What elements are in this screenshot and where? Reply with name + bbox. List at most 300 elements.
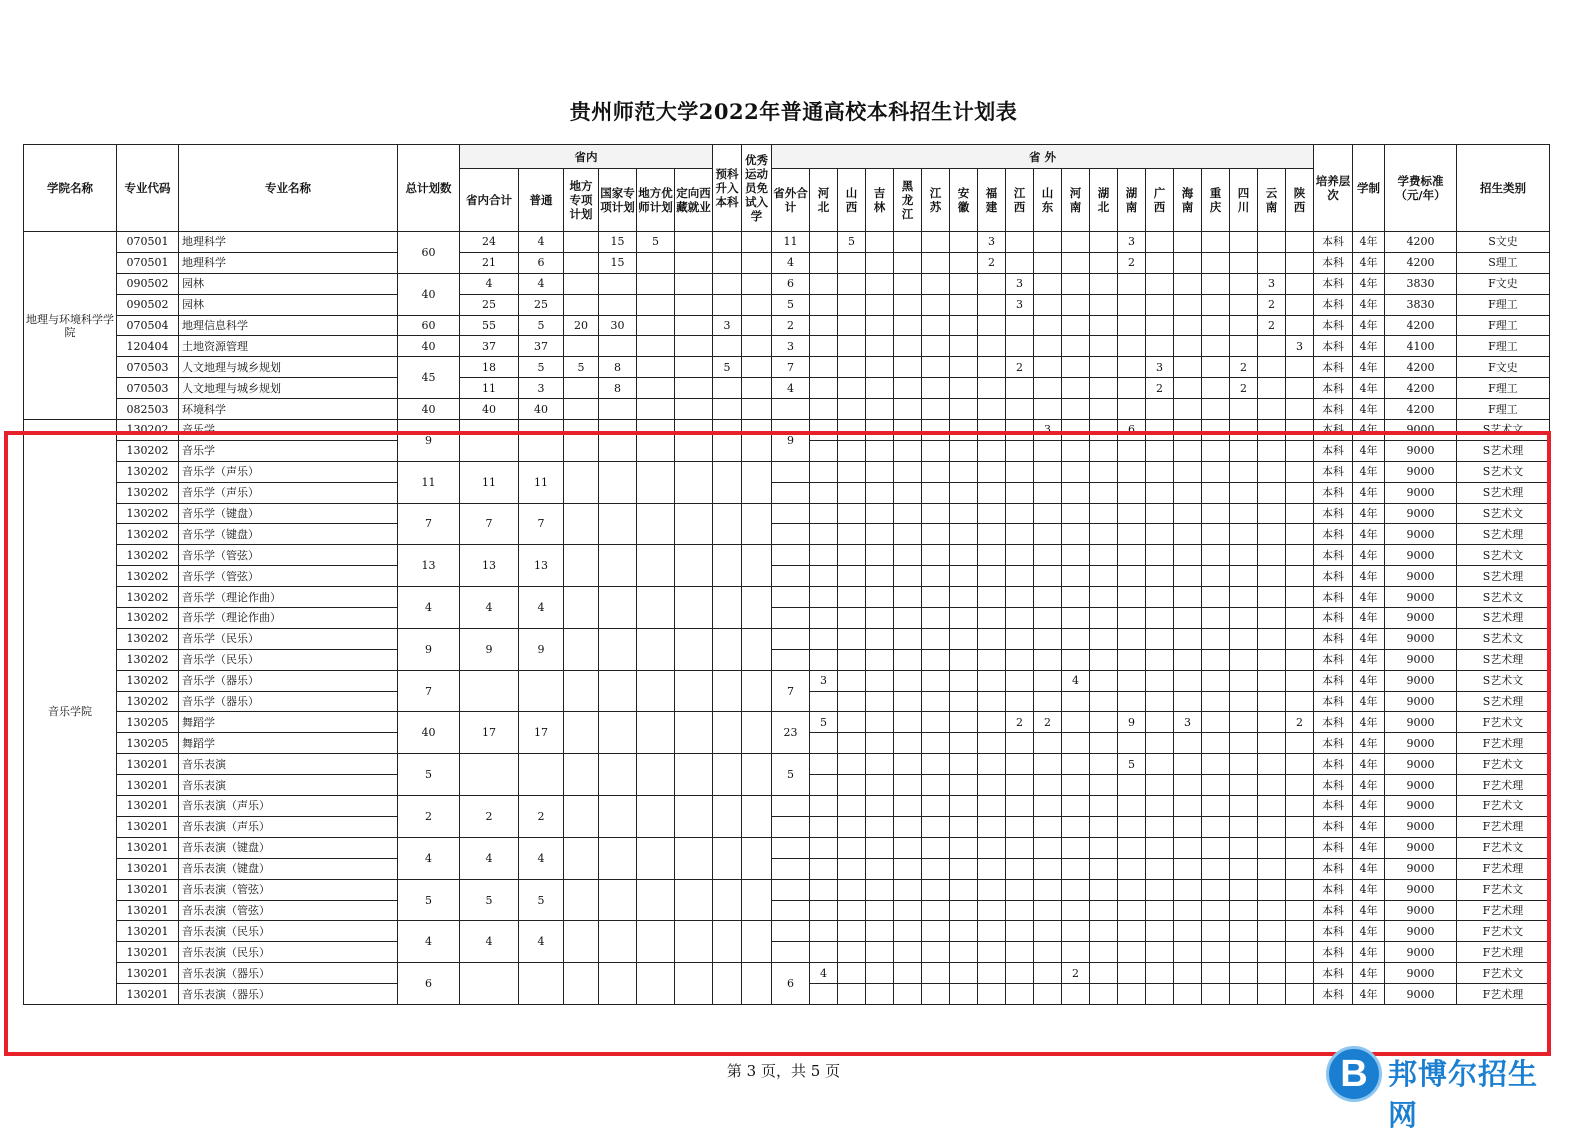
- major-code: 130202: [117, 482, 179, 503]
- out-province-total: [772, 545, 810, 566]
- province-plan: [1258, 921, 1286, 942]
- out-province-total: 6: [772, 273, 810, 294]
- training-level: 本科: [1314, 273, 1353, 294]
- province-plan: 5: [810, 712, 838, 733]
- province-plan: [950, 921, 978, 942]
- province-plan: [1258, 879, 1286, 900]
- major-name: 音乐学（理论作曲）: [179, 587, 398, 608]
- province-plan: [1062, 921, 1090, 942]
- province-plan: [1118, 378, 1146, 399]
- tibet-plan: [675, 963, 713, 1005]
- major-name: 音乐学（键盘）: [179, 524, 398, 545]
- major-code: 130201: [117, 775, 179, 796]
- province-plan: [866, 545, 894, 566]
- training-level: 本科: [1314, 482, 1353, 503]
- out-province-total: 4: [772, 252, 810, 273]
- province-plan: [810, 691, 838, 712]
- province-plan: [922, 628, 950, 649]
- major-code: 130201: [117, 984, 179, 1005]
- province-plan: [894, 733, 922, 754]
- tuition-fee: 9000: [1385, 879, 1457, 900]
- province-plan: [1034, 357, 1062, 378]
- province-plan: [894, 357, 922, 378]
- province-plan: [1202, 503, 1230, 524]
- table-body: [24, 232, 1550, 1005]
- table-row: [24, 587, 1550, 608]
- province-plan: [1230, 879, 1258, 900]
- training-level: 本科: [1314, 963, 1353, 984]
- province-plan: 5: [838, 232, 866, 253]
- national-special: 15: [599, 232, 637, 253]
- province-plan: [1286, 608, 1314, 629]
- local-teacher: [637, 796, 675, 838]
- enroll-category: S艺术理: [1457, 566, 1550, 587]
- province-plan: [950, 816, 978, 837]
- province-plan: [1146, 482, 1174, 503]
- province-plan: [894, 608, 922, 629]
- province-plan: 2: [1034, 712, 1062, 733]
- province-plan: [1174, 273, 1202, 294]
- province-plan: [1174, 545, 1202, 566]
- province-plan: [922, 608, 950, 629]
- tuition-fee: 9000: [1385, 754, 1457, 775]
- major-name: 人文地理与城乡规划: [179, 357, 398, 378]
- province-plan: 5: [1118, 754, 1146, 775]
- province-plan: [866, 649, 894, 670]
- local-teacher: [637, 837, 675, 879]
- province-plan: [1034, 670, 1062, 691]
- prep-plan: [713, 420, 742, 462]
- tuition-fee: 9000: [1385, 670, 1457, 691]
- major-name: 音乐学（声乐）: [179, 482, 398, 503]
- table-row: [24, 252, 1550, 273]
- major-name: 舞蹈学: [179, 733, 398, 754]
- province-plan: [1230, 816, 1258, 837]
- province-plan: [922, 461, 950, 482]
- province-plan: [1006, 420, 1034, 441]
- header-category: 招生类别: [1457, 145, 1550, 232]
- province-plan: [1230, 587, 1258, 608]
- logo-text: 邦博尔招生网: [1388, 1057, 1539, 1132]
- province-plan: [1090, 879, 1118, 900]
- in-province-total: 2: [460, 796, 519, 838]
- province-plan: [1258, 837, 1286, 858]
- major-name: 音乐表演（声乐）: [179, 796, 398, 817]
- province-plan: [866, 670, 894, 691]
- province-plan: [1118, 357, 1146, 378]
- page-footer: 第 3 页，共 5 页: [726, 1062, 841, 1080]
- province-plan: 3: [1146, 357, 1174, 378]
- province-plan: [1230, 524, 1258, 545]
- study-years: 4年: [1353, 670, 1385, 691]
- province-plan: 4: [1062, 670, 1090, 691]
- national-special: [599, 461, 637, 503]
- table-row: [24, 420, 1550, 441]
- local-teacher: [637, 336, 675, 357]
- province-plan: [810, 628, 838, 649]
- province-plan: [1062, 503, 1090, 524]
- province-plan: [922, 691, 950, 712]
- athlete-plan: [742, 796, 772, 838]
- enroll-category: F艺术文: [1457, 879, 1550, 900]
- province-plan: [1286, 837, 1314, 858]
- study-years: 4年: [1353, 942, 1385, 963]
- province-plan: [1090, 252, 1118, 273]
- out-province-total: [772, 482, 810, 503]
- province-plan: [1118, 294, 1146, 315]
- province-plan: [838, 691, 866, 712]
- province-plan: [978, 984, 1006, 1005]
- enroll-category: S艺术理: [1457, 524, 1550, 545]
- province-plan: [1118, 775, 1146, 796]
- major-name: 园林: [179, 294, 398, 315]
- national-special: [599, 963, 637, 1005]
- local-special: [564, 461, 599, 503]
- out-province-total: [772, 399, 810, 420]
- tuition-fee: 9000: [1385, 608, 1457, 629]
- province-plan: [838, 294, 866, 315]
- province-plan: [810, 357, 838, 378]
- province-plan: [1034, 775, 1062, 796]
- normal-plan: 37: [519, 336, 564, 357]
- tuition-fee: 3830: [1385, 294, 1457, 315]
- in-province-total: 55: [460, 315, 519, 336]
- total-plan: 4: [398, 837, 460, 879]
- major-code: 130201: [117, 900, 179, 921]
- province-plan: [1034, 336, 1062, 357]
- province-plan: [950, 796, 978, 817]
- tibet-plan: [675, 336, 713, 357]
- tibet-plan: [675, 273, 713, 294]
- major-code: 130202: [117, 420, 179, 441]
- national-special: [599, 754, 637, 796]
- province-plan: [978, 733, 1006, 754]
- province-plan: [1174, 420, 1202, 441]
- athlete-plan: [742, 461, 772, 503]
- enroll-category: S艺术理: [1457, 691, 1550, 712]
- province-plan: [1090, 900, 1118, 921]
- province-plan: [950, 858, 978, 879]
- province-plan: [894, 461, 922, 482]
- province-plan: [866, 294, 894, 315]
- province-plan: [1146, 796, 1174, 817]
- province-plan: [838, 733, 866, 754]
- province-plan: [1062, 858, 1090, 879]
- province-plan: [1090, 691, 1118, 712]
- table-row: [24, 754, 1550, 775]
- header-province: 广西: [1146, 169, 1174, 232]
- prep-plan: [713, 273, 742, 294]
- total-plan: 40: [398, 399, 460, 420]
- province-plan: [838, 315, 866, 336]
- province-plan: [894, 482, 922, 503]
- header-province: 山西: [838, 169, 866, 232]
- province-plan: [1034, 440, 1062, 461]
- out-province-total: 7: [772, 670, 810, 712]
- prep-plan: [713, 921, 742, 963]
- province-plan: [978, 816, 1006, 837]
- province-plan: [1118, 942, 1146, 963]
- province-plan: [1202, 232, 1230, 253]
- province-plan: [1258, 232, 1286, 253]
- province-plan: [978, 900, 1006, 921]
- local-teacher: [637, 378, 675, 399]
- header-province: 福建: [978, 169, 1006, 232]
- athlete-plan: [742, 503, 772, 545]
- province-plan: [978, 482, 1006, 503]
- training-level: 本科: [1314, 733, 1353, 754]
- province-plan: [866, 420, 894, 441]
- header-local-special: 地方专项计划: [564, 169, 599, 232]
- major-name: 音乐表演（器乐）: [179, 984, 398, 1005]
- table-row: [24, 545, 1550, 566]
- province-plan: [1230, 649, 1258, 670]
- enroll-category: F艺术文: [1457, 712, 1550, 733]
- province-plan: [1146, 315, 1174, 336]
- province-plan: [1202, 942, 1230, 963]
- major-code: 130201: [117, 921, 179, 942]
- enroll-category: S艺术理: [1457, 649, 1550, 670]
- province-plan: [1062, 816, 1090, 837]
- province-plan: [978, 879, 1006, 900]
- province-plan: [1090, 608, 1118, 629]
- province-plan: [1146, 816, 1174, 837]
- local-teacher: [637, 294, 675, 315]
- out-province-total: [772, 587, 810, 608]
- province-plan: [1062, 900, 1090, 921]
- province-plan: [1174, 357, 1202, 378]
- total-plan: 7: [398, 503, 460, 545]
- province-plan: [1006, 524, 1034, 545]
- province-plan: 2: [1258, 294, 1286, 315]
- study-years: 4年: [1353, 273, 1385, 294]
- training-level: 本科: [1314, 921, 1353, 942]
- province-plan: [950, 315, 978, 336]
- province-plan: [1202, 399, 1230, 420]
- province-plan: [1118, 315, 1146, 336]
- province-plan: [1118, 545, 1146, 566]
- province-plan: [978, 545, 1006, 566]
- major-name: 音乐学（器乐）: [179, 691, 398, 712]
- province-plan: [922, 733, 950, 754]
- province-plan: [1006, 879, 1034, 900]
- province-plan: [1090, 837, 1118, 858]
- province-plan: [1286, 378, 1314, 399]
- athlete-plan: [742, 712, 772, 754]
- province-plan: [1146, 252, 1174, 273]
- training-level: 本科: [1314, 754, 1353, 775]
- province-plan: [922, 440, 950, 461]
- province-plan: [1202, 545, 1230, 566]
- tuition-fee: 9000: [1385, 775, 1457, 796]
- total-plan: 9: [398, 628, 460, 670]
- province-plan: [950, 691, 978, 712]
- province-plan: [838, 608, 866, 629]
- province-plan: [1146, 858, 1174, 879]
- in-province-total: 4: [460, 587, 519, 629]
- province-plan: [1202, 796, 1230, 817]
- province-plan: [810, 336, 838, 357]
- province-plan: [1174, 461, 1202, 482]
- province-plan: [1090, 712, 1118, 733]
- province-plan: [838, 816, 866, 837]
- local-teacher: [637, 754, 675, 796]
- header-major: 专业名称: [179, 145, 398, 232]
- province-plan: [894, 440, 922, 461]
- province-plan: [1258, 670, 1286, 691]
- province-plan: [978, 670, 1006, 691]
- province-plan: [922, 858, 950, 879]
- province-plan: [1202, 628, 1230, 649]
- tuition-fee: 9000: [1385, 628, 1457, 649]
- major-name: 音乐学（管弦）: [179, 566, 398, 587]
- table-row: [24, 608, 1550, 629]
- national-special: [599, 670, 637, 712]
- study-years: 4年: [1353, 984, 1385, 1005]
- province-plan: [1174, 691, 1202, 712]
- province-plan: [1006, 900, 1034, 921]
- enroll-category: S艺术理: [1457, 608, 1550, 629]
- province-plan: [950, 399, 978, 420]
- province-plan: [1202, 608, 1230, 629]
- athlete-plan: [742, 273, 772, 294]
- province-plan: [838, 587, 866, 608]
- province-plan: [894, 252, 922, 273]
- study-years: 4年: [1353, 357, 1385, 378]
- province-plan: [1258, 900, 1286, 921]
- province-plan: [1230, 691, 1258, 712]
- province-plan: [1006, 670, 1034, 691]
- province-plan: [838, 273, 866, 294]
- province-plan: [1286, 252, 1314, 273]
- total-plan: 7: [398, 670, 460, 712]
- province-plan: [1090, 963, 1118, 984]
- athlete-plan: [742, 545, 772, 587]
- province-plan: [1286, 649, 1314, 670]
- major-name: 音乐表演: [179, 775, 398, 796]
- training-level: 本科: [1314, 566, 1353, 587]
- major-name: 人文地理与城乡规划: [179, 378, 398, 399]
- province-plan: [810, 524, 838, 545]
- province-plan: [1006, 858, 1034, 879]
- study-years: 4年: [1353, 545, 1385, 566]
- header-province: 河北: [810, 169, 838, 232]
- province-plan: [1090, 378, 1118, 399]
- header-province: 吉林: [866, 169, 894, 232]
- province-plan: [838, 921, 866, 942]
- table-row: [24, 273, 1550, 294]
- province-plan: [1006, 566, 1034, 587]
- province-plan: [1230, 252, 1258, 273]
- out-province-total: 2: [772, 315, 810, 336]
- table-row: [24, 879, 1550, 900]
- province-plan: [1146, 879, 1174, 900]
- tuition-fee: 9000: [1385, 942, 1457, 963]
- out-province-total: 5: [772, 294, 810, 315]
- province-plan: [1062, 461, 1090, 482]
- province-plan: [1146, 232, 1174, 253]
- province-plan: [810, 733, 838, 754]
- province-plan: [978, 357, 1006, 378]
- province-plan: [1006, 336, 1034, 357]
- training-level: 本科: [1314, 461, 1353, 482]
- province-plan: [1090, 461, 1118, 482]
- study-years: 4年: [1353, 378, 1385, 399]
- province-plan: [922, 712, 950, 733]
- province-plan: [1146, 273, 1174, 294]
- province-plan: [1062, 545, 1090, 566]
- province-plan: 6: [1118, 420, 1146, 441]
- national-special: [599, 336, 637, 357]
- province-plan: [1174, 315, 1202, 336]
- enroll-category: F艺术文: [1457, 963, 1550, 984]
- province-plan: [1034, 524, 1062, 545]
- total-plan: 45: [398, 357, 460, 399]
- out-province-total: [772, 524, 810, 545]
- province-plan: [1258, 608, 1286, 629]
- province-plan: [950, 440, 978, 461]
- study-years: 4年: [1353, 524, 1385, 545]
- out-province-total: [772, 921, 810, 942]
- province-plan: [866, 566, 894, 587]
- province-plan: [1174, 816, 1202, 837]
- province-plan: [1062, 942, 1090, 963]
- province-plan: [1062, 837, 1090, 858]
- province-plan: [922, 294, 950, 315]
- province-plan: 2: [1258, 315, 1286, 336]
- prep-plan: [713, 754, 742, 796]
- watermark-logo: [1322, 1040, 1562, 1132]
- province-plan: [922, 837, 950, 858]
- province-plan: [1006, 503, 1034, 524]
- total-plan: 6: [398, 963, 460, 1005]
- province-plan: 3: [978, 232, 1006, 253]
- tuition-fee: 4200: [1385, 315, 1457, 336]
- table-row: [24, 336, 1550, 357]
- province-plan: [1006, 315, 1034, 336]
- province-plan: [1062, 252, 1090, 273]
- province-plan: [1202, 482, 1230, 503]
- province-plan: [1230, 754, 1258, 775]
- local-special: [564, 963, 599, 1005]
- province-plan: [866, 252, 894, 273]
- province-plan: [1258, 440, 1286, 461]
- tibet-plan: [675, 232, 713, 253]
- province-plan: [978, 294, 1006, 315]
- major-code: 130202: [117, 691, 179, 712]
- province-plan: [922, 315, 950, 336]
- province-plan: [1230, 670, 1258, 691]
- study-years: 4年: [1353, 608, 1385, 629]
- major-code: 130201: [117, 796, 179, 817]
- province-plan: [1118, 900, 1146, 921]
- province-plan: [894, 294, 922, 315]
- province-plan: [922, 420, 950, 441]
- province-plan: [866, 232, 894, 253]
- normal-plan: 25: [519, 294, 564, 315]
- province-plan: [1286, 399, 1314, 420]
- header-years: 学制: [1353, 145, 1385, 232]
- major-name: 音乐学（民乐）: [179, 628, 398, 649]
- in-province-total: 4: [460, 921, 519, 963]
- province-plan: [1034, 252, 1062, 273]
- province-plan: [1090, 942, 1118, 963]
- province-plan: [922, 232, 950, 253]
- province-plan: [894, 879, 922, 900]
- province-plan: [1286, 879, 1314, 900]
- province-plan: 3: [1174, 712, 1202, 733]
- major-name: 音乐学（管弦）: [179, 545, 398, 566]
